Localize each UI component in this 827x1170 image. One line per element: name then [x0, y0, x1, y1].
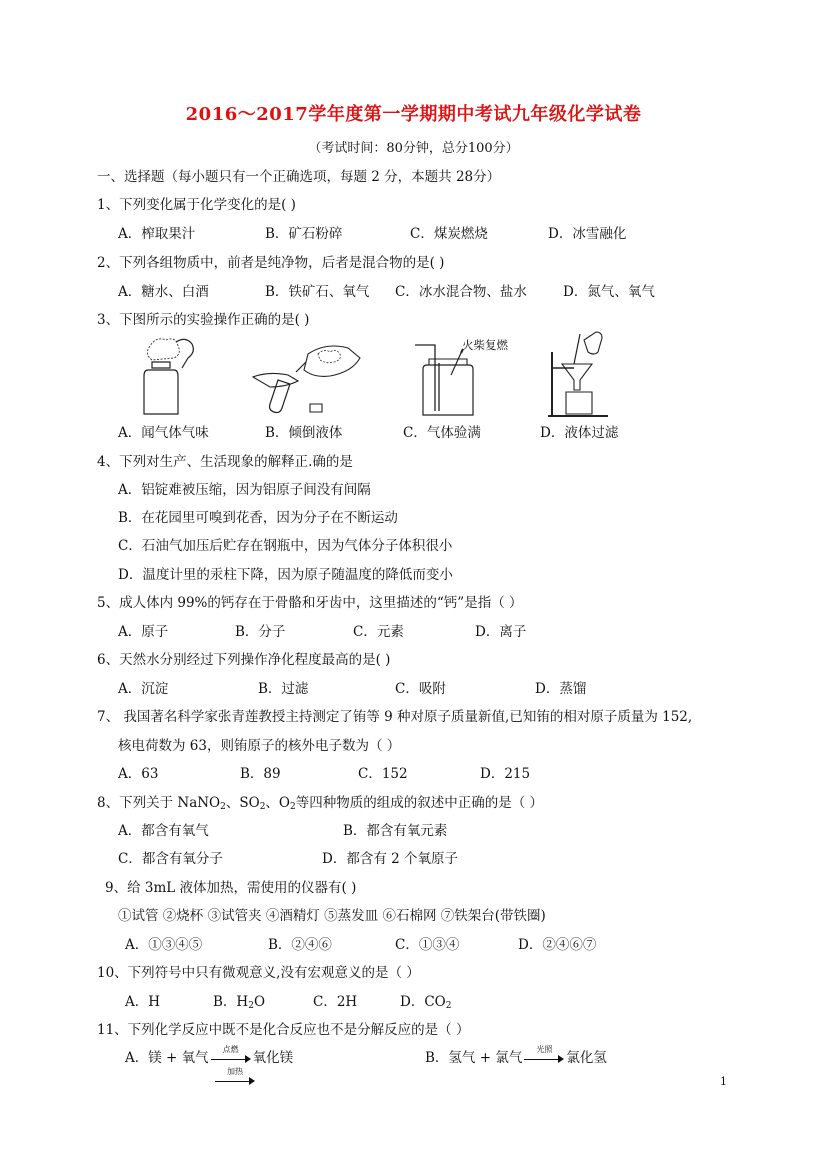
question-4: 4、下列对生产、生活现象的解释正.确的是: [97, 454, 353, 470]
q7-option-b: B．89: [240, 766, 281, 782]
question-9: 9、给 3mL 液体加热，需使用的仪器有( ): [105, 880, 357, 896]
q2-option-c: C．冰水混合物、盐水: [395, 284, 527, 300]
q5-option-b: B．分子: [235, 624, 286, 640]
q8-option-c: C．都含有氧分子: [118, 851, 223, 867]
q3-option-a: A．闻气体气味: [118, 425, 209, 441]
q4-option-b: B．在花园里可嗅到花香，因为分子在不断运动: [118, 510, 398, 526]
q3-option-c: C．气体验满: [403, 425, 481, 441]
page-title: 2016～2017学年度第一学期期中考试九年级化学试卷: [185, 104, 642, 125]
question-5: 5、成人体内 99%的钙存在于骨骼和牙齿中，这里描述的“钙”是指（ ）: [97, 595, 523, 611]
q8-option-b: B．都含有氧元素: [343, 823, 448, 839]
q9-option-c: C．①③④: [395, 937, 460, 953]
q10-option-d: D．$CO_2$: [400, 994, 452, 1011]
reaction-arrow: 加热: [215, 1076, 255, 1086]
q11-option-b: B．氢气 + 氯气 光照 氯化氢: [425, 1044, 607, 1066]
question-8: 8、下列关于 NaNO$_2$、$SO_2$、$O_2$等四种物质的组成的叙述中正确的是（ ）: [97, 795, 544, 812]
q6-option-d: D．蒸馏: [535, 681, 587, 697]
question-7: 7、 我国著名科学家张青莲教授主持测定了铕等 9 种对原子质量新值,已知铕的相对原子质量为 152,: [97, 709, 693, 725]
q3-option-b: B．倾倒液体: [265, 425, 343, 441]
section-heading: 一、选择题（每小题只有一个正确选项，每题 2 分，本题共 28分）: [97, 169, 501, 185]
q5-option-a: A．原子: [118, 624, 169, 640]
q6-option-b: B．过滤: [258, 681, 309, 697]
q8-option-d: D．都含有 2 个氧原子: [322, 851, 458, 867]
q5-option-c: C．元素: [353, 624, 404, 640]
q9-option-a: A．①③④⑤: [125, 937, 203, 953]
q7-option-d: D．215: [480, 766, 531, 782]
next-reaction-condition: [213, 1066, 257, 1088]
q9-option-b: B．②④⑥: [268, 937, 332, 953]
exam-info: （考试时间：80分钟，总分100分）: [308, 141, 519, 156]
q2-option-a: A．糖水、白酒: [118, 284, 209, 300]
q4-option-a: A．铝锭难被压缩，因为铝原子间没有间隔: [118, 482, 371, 498]
question-2: 2、下列各组物质中，前者是纯净物，后者是混合物的是( ): [97, 255, 445, 271]
reaction-arrow: 点燃: [211, 1054, 251, 1064]
q1-option-d: D．冰雪融化: [548, 226, 627, 242]
q7-option-a: A．63: [118, 766, 159, 782]
question-7-cont: 核电荷数为 63，则铕原子的核外电子数为（ ）: [118, 738, 401, 754]
q1-option-c: C．煤炭燃烧: [410, 226, 488, 242]
q1-option-b: B．矿石粉碎: [265, 226, 343, 242]
question-1: 1、下列变化属于化学变化的是( ): [97, 197, 296, 213]
q3-option-d: D．液体过滤: [540, 425, 619, 441]
q6-option-a: A．沉淀: [118, 681, 169, 697]
page-number: 1: [720, 1075, 727, 1088]
question-3: 3、下图所示的实验操作正确的是( ): [97, 312, 310, 328]
filtration-figure: [540, 328, 620, 420]
q10-option-c: C．2H: [313, 994, 358, 1010]
q10-option-a: A．H: [125, 994, 161, 1010]
q1-option-a: A．榨取果汁: [118, 226, 196, 242]
question-10: 10、下列符号中只有微观意义,没有宏观意义的是（ ）: [97, 965, 420, 981]
q6-option-c: C．吸附: [395, 681, 446, 697]
q9-option-d: D．②④⑥⑦: [518, 937, 597, 953]
q8-option-a: A．都含有氧气: [118, 823, 209, 839]
q11-option-a: A．镁 + 氧气 点燃 氧化镁: [125, 1044, 294, 1066]
q9-apparatus-list: ①试管 ②烧杯 ③试管夹 ④酒精灯 ⑤蒸发皿 ⑥石棉网 ⑦铁架台(带铁圈): [118, 908, 546, 924]
q5-option-d: D．离子: [475, 624, 527, 640]
smell-gas-figure: [130, 332, 210, 418]
question-11: 11、下列化学反应中既不是化合反应也不是分解反应的是（ ）: [97, 1022, 470, 1038]
question-6: 6、天然水分别经过下列操作净化程度最高的是( ): [97, 652, 391, 668]
q2-option-d: D．氮气、氧气: [563, 284, 655, 300]
reaction-arrow: 光照: [524, 1054, 564, 1064]
q4-option-c: C．石油气加压后贮存在钢瓶中，因为气体分子体积很小: [118, 538, 453, 554]
q10-option-b: B．$H_2O$: [213, 994, 266, 1011]
q2-option-b: B．铁矿石、氧气: [265, 284, 370, 300]
q7-option-c: C．152: [358, 766, 408, 782]
figure-label: 火柴复燃: [462, 338, 508, 352]
pour-liquid-figure: [248, 332, 368, 418]
q4-option-d: D．温度计里的汞柱下降，因为原子随温度的降低而变小: [118, 567, 453, 583]
